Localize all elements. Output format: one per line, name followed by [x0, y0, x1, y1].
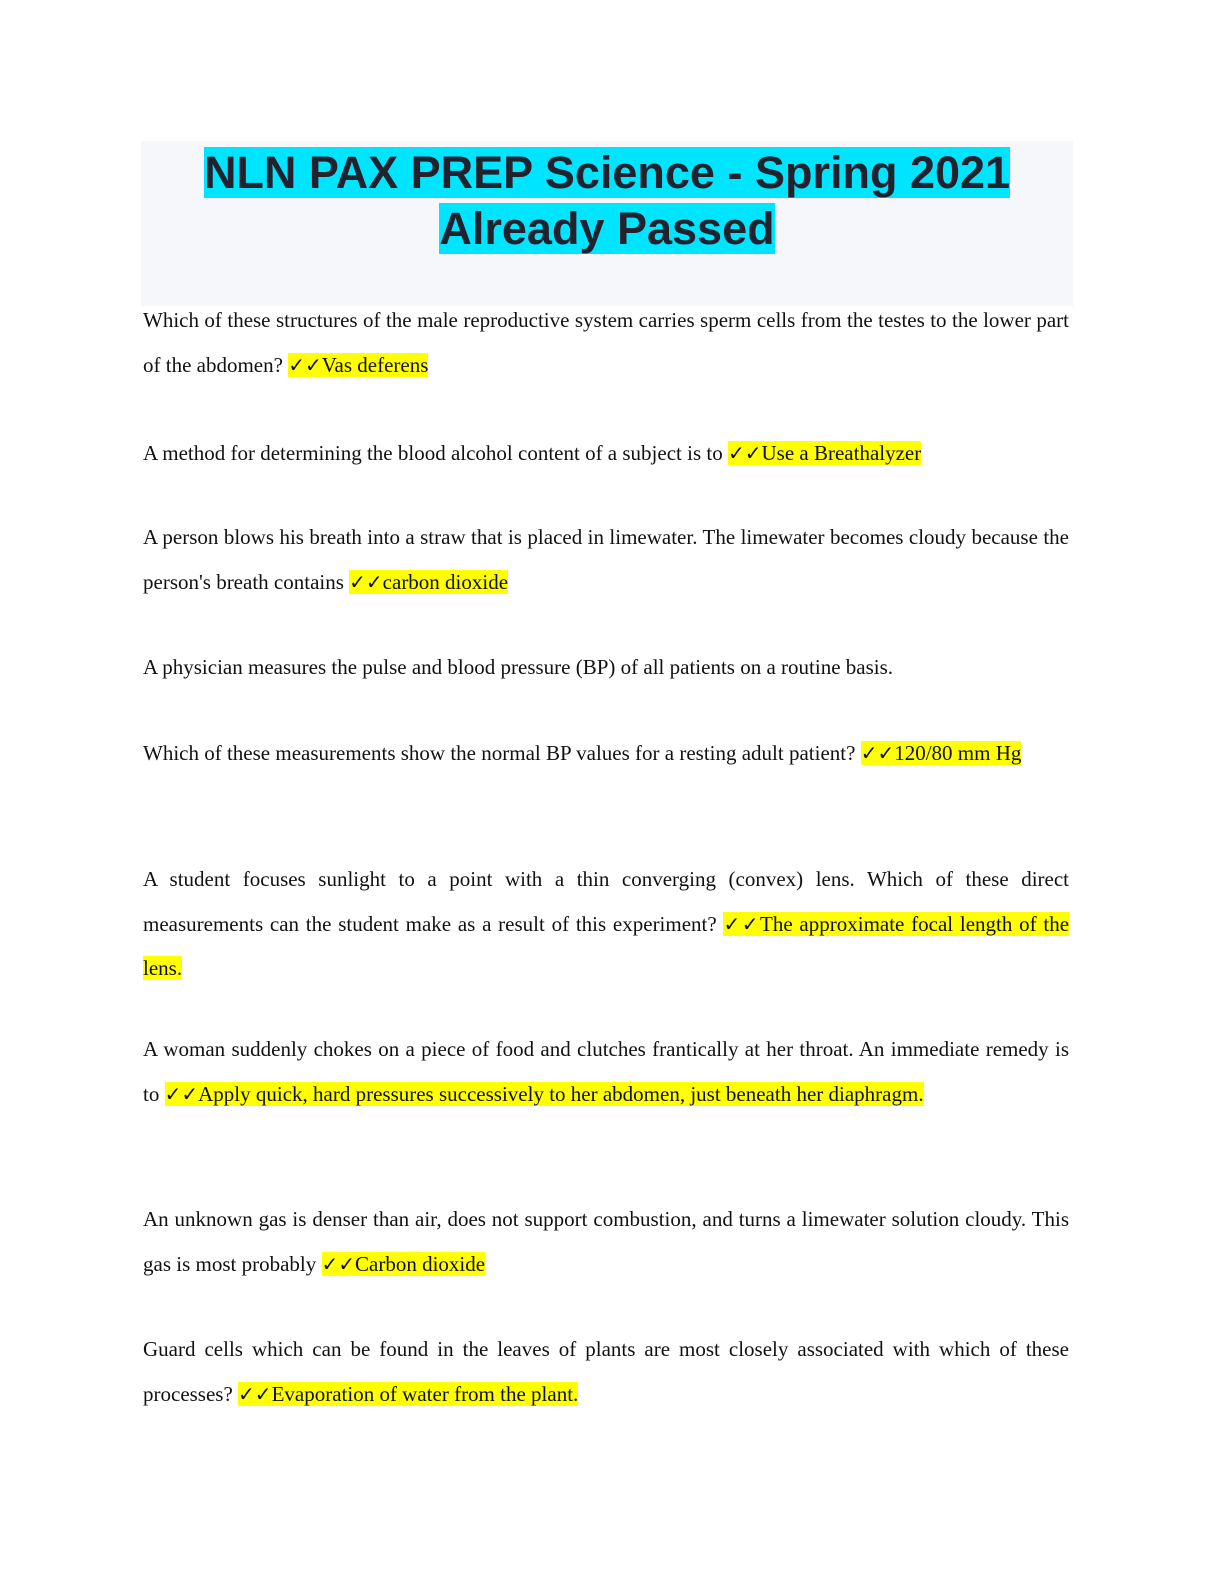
double-check-icon: ✓✓	[321, 1251, 356, 1276]
question-text: Which of these measurements show the normal BP values for a resting adult patient?	[143, 741, 856, 765]
question-text: Which of these structures of the male reproductive system carries sperm cells from the testes to the lower part of the abdomen?	[143, 308, 1069, 377]
answer-text: The approximate focal length of the lens.	[143, 911, 1070, 980]
qa-item-8	[143, 1197, 1069, 1286]
double-check-icon: ✓✓	[164, 1081, 199, 1106]
question-text: A student focuses sunlight to a point with a thin converging (convex) lens. Which of these direct measurements can the student make as a result of this experiment?	[143, 867, 1069, 936]
title-band	[141, 141, 1073, 306]
answer-highlight	[861, 741, 1022, 765]
qa-item-5	[143, 731, 1069, 776]
double-check-icon: ✓✓	[349, 569, 383, 594]
answer-highlight	[238, 1382, 578, 1406]
question-text: A method for determining the blood alcohol content of a subject is to	[143, 441, 723, 465]
answer-text: carbon dioxide	[382, 569, 509, 594]
qa-item-1	[143, 298, 1069, 387]
title-line-2: Already Passed	[439, 203, 775, 254]
qa-item-6	[143, 857, 1069, 991]
document-title	[141, 141, 1073, 257]
answer-text: Evaporation of water from the plant.	[271, 1381, 579, 1406]
answer-text: Use a Breathalyzer	[761, 441, 922, 465]
double-check-icon: ✓✓	[238, 1381, 272, 1406]
answer-highlight	[165, 1082, 924, 1106]
double-check-icon: ✓✓	[723, 911, 761, 936]
answer-highlight	[349, 570, 508, 594]
answer-text: Vas deferens	[321, 352, 429, 377]
qa-item-7	[143, 1027, 1069, 1116]
double-check-icon: ✓✓	[288, 352, 322, 377]
question-text: A physician measures the pulse and blood pressure (BP) of all patients on a routine basis.	[143, 655, 894, 679]
qa-item-2	[143, 431, 1069, 476]
question-text: An unknown gas is denser than air, does not support combustion, and turns a limewater solution cloudy. This gas is most probably	[143, 1207, 1069, 1276]
double-check-icon: ✓✓	[727, 441, 762, 465]
title-line-1: NLN PAX PREP Science - Spring 2021	[203, 147, 1011, 198]
qa-item-9	[143, 1327, 1069, 1416]
qa-item-4	[143, 645, 1069, 690]
double-check-icon: ✓✓	[860, 741, 895, 765]
question-text: Guard cells which can be found in the leaves of plants are most closely associated with which of these processes?	[143, 1337, 1069, 1406]
answer-highlight	[728, 441, 921, 465]
answer-text: 120/80 mm Hg	[894, 741, 1022, 765]
answer-highlight	[322, 1252, 486, 1276]
answer-highlight	[288, 353, 428, 377]
question-text: A person blows his breath into a straw that is placed in limewater. The limewater becomes cloudy because the person's breath contains	[143, 525, 1069, 594]
answer-text: Carbon dioxide	[355, 1251, 486, 1276]
qa-item-3	[143, 515, 1069, 604]
question-text: A woman suddenly chokes on a piece of food and clutches frantically at her throat. An immediate remedy is to	[143, 1037, 1069, 1106]
answer-text: Apply quick, hard pressures successively to her abdomen, just beneath her diaphragm.	[198, 1081, 924, 1106]
